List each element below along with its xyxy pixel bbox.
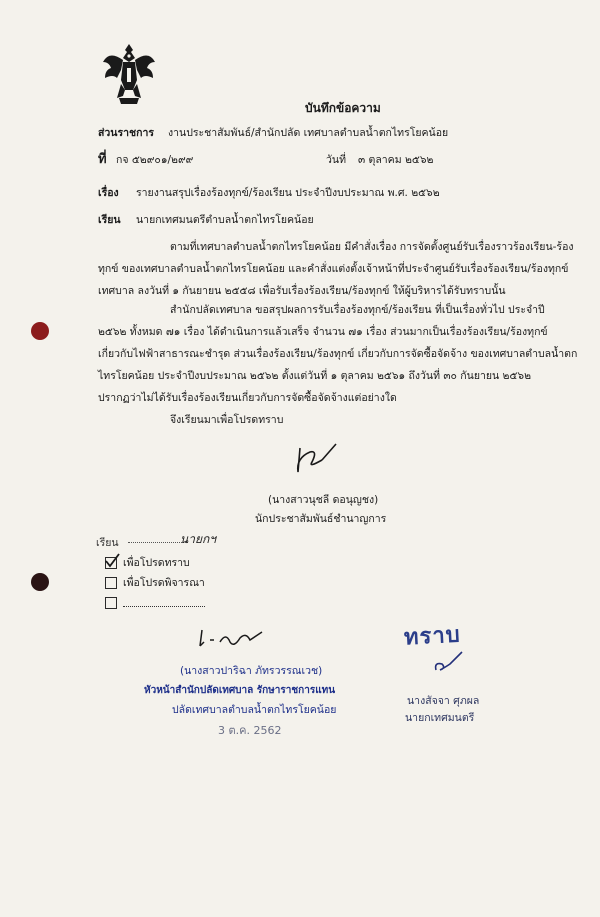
signature-mayor-icon xyxy=(430,648,466,676)
acknowledge-stamp: ทราบ xyxy=(403,621,462,651)
routing-checkbox-3[interactable] xyxy=(105,597,117,609)
routing-blank-line xyxy=(123,606,205,607)
signature-1-icon xyxy=(292,438,342,478)
para2-line: เกี่ยวกับไฟฟ้าสาธารณะชำรุด ส่วนเรื่องร้องเรียน/ร้องทุกข์ เกี่ยวกับการจัดซื้อจัดจ้าง ของเทศบาลตำบลน้ำตก xyxy=(98,348,578,360)
to-value: นายกเทศมนตรีตำบลน้ำตกไทรโยคน้อย xyxy=(136,214,314,226)
signer2-position-1: หัวหน้าสำนักปลัดเทศบาล รักษาราชการแทน xyxy=(144,685,336,696)
routing-dotline xyxy=(128,542,188,543)
closing-text: จึงเรียนมาเพื่อโปรดทราบ xyxy=(170,414,284,426)
para1-line: ทุกข์ ของเทศบาลตำบลน้ำตกไทรโยคน้อย และคำสั่งแต่งตั้งเจ้าหน้าที่ประจำศูนย์รับเรื่องร้องเรียน/ร้องทุกข์ xyxy=(98,263,569,275)
garuda-emblem-icon xyxy=(99,40,159,108)
memo-title: บันทึกข้อความ xyxy=(305,101,381,115)
para1-line: ตามที่เทศบาลตำบลน้ำตกไทรโยคน้อย มีคำสั่งเรื่อง การจัดตั้งศูนย์รับเรื่องราวร้องเรียน-ร้อง xyxy=(170,241,574,253)
para1-line: เทศบาล ลงวันที่ ๑ กันยายน ๒๕๕๘ เพื่อรับเรื่องร้องเรียน/ร้องทุกข์ ให้ผู้บริหารได้รับทราบนั้น xyxy=(98,285,506,297)
subject-label: เรื่อง xyxy=(98,187,119,199)
routing-to-label: เรียน xyxy=(96,537,119,549)
routing-handwritten: นายกฯ xyxy=(180,532,216,546)
ref-value: กจ ๕๒๙๐๑/๒๙๙ xyxy=(116,154,194,166)
punch-hole-top xyxy=(31,322,49,340)
signature-2-icon xyxy=(196,624,268,654)
date-label: วันที่ xyxy=(326,154,346,166)
routing-option-1: เพื่อโปรดทราบ xyxy=(123,557,190,569)
body-paragraph-1 xyxy=(98,236,574,302)
body-paragraph-2 xyxy=(98,299,578,409)
mayor-name: นางสัจจา ศุภผล xyxy=(407,695,480,707)
check-mark-icon xyxy=(103,552,121,570)
routing-checkbox-2[interactable] xyxy=(105,577,117,589)
signer1-name: (นางสาวนุชลี ดอนุญชง) xyxy=(268,494,379,506)
para2-line: ปรากฏว่าไม่ได้รับเรื่องร้องเรียนเกี่ยวกับการจัดซื้อจัดจ้างแต่อย่างใด xyxy=(98,392,397,404)
para2-line: ๒๕๖๒ ทั้งหมด ๗๑ เรื่อง ได้ดำเนินการแล้วเสร็จ จำนวน ๗๑ เรื่อง ส่วนมากเป็นเรื่องร้องเรียน/ร้องทุกข์ xyxy=(98,326,548,338)
received-date-stamp: 3 ต.ค. 2562 xyxy=(218,724,282,737)
date-value: ๓ ตุลาคม ๒๕๖๒ xyxy=(358,154,434,166)
subject-value: รายงานสรุปเรื่องร้องทุกข์/ร้องเรียน ประจำปีงบประมาณ พ.ศ. ๒๕๖๒ xyxy=(136,187,440,199)
routing-option-2: เพื่อโปรดพิจารณา xyxy=(123,577,205,589)
para2-line: ไทรโยคน้อย ประจำปีงบประมาณ ๒๕๖๒ ตั้งแต่วันที่ ๑ ตุลาคม ๒๕๖๑ ถึงวันที่ ๓๐ กันยายน ๒๕๖๒ xyxy=(98,370,531,382)
mayor-position: นายกเทศมนตรี xyxy=(405,712,475,724)
signer2-position-2: ปลัดเทศบาลตำบลน้ำตกไทรโยคน้อย xyxy=(172,704,337,716)
ref-label: ที่ xyxy=(98,152,107,167)
to-label: เรียน xyxy=(98,214,121,226)
signer1-position: นักประชาสัมพันธ์ชำนาญการ xyxy=(255,513,387,525)
agency-value: งานประชาสัมพันธ์/สำนักปลัด เทศบาลตำบลน้ำตกไทรโยคน้อย xyxy=(168,127,449,139)
signer2-name: (นางสาวปาริฉา ภัทรวรรณเวช) xyxy=(180,665,323,677)
para2-line: สำนักปลัดเทศบาล ขอสรุปผลการรับเรื่องร้องทุกข์/ร้องเรียน ที่เป็นเรื่องทั่วไป ประจำปี xyxy=(170,304,545,316)
punch-hole-bottom xyxy=(31,573,49,591)
agency-label: ส่วนราชการ xyxy=(98,127,155,139)
